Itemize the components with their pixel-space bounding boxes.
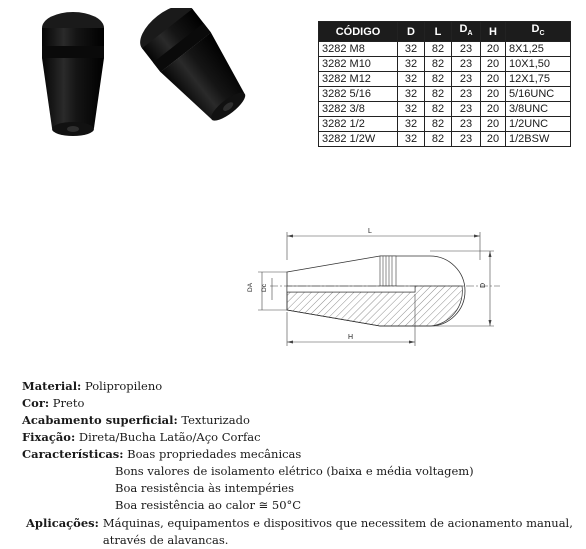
cell-h: 20 [481, 102, 506, 117]
header-h: H [481, 22, 506, 42]
spec-material [22, 378, 578, 395]
cell-codigo: 3282 M10 [319, 57, 398, 72]
spec-cor [22, 395, 578, 412]
cell-l: 82 [425, 117, 452, 132]
cor-value: Preto [52, 396, 85, 410]
cell-d: 32 [398, 117, 425, 132]
caracteristica-item: Boa resistência ao calor ≅ 50°C [115, 498, 302, 512]
label-h: H [348, 334, 354, 341]
table-row [319, 117, 571, 132]
cell-dc: 12X1,75 [506, 72, 571, 87]
table-row [319, 72, 571, 87]
cell-d: 32 [398, 87, 425, 102]
bore [287, 286, 415, 292]
cell-da: 23 [452, 87, 481, 102]
cell-l: 82 [425, 87, 452, 102]
caracteristica-item: Bons valores de isolamento elétrico (baixa e média voltagem) [115, 464, 474, 478]
cell-da: 23 [452, 102, 481, 117]
cell-da: 23 [452, 57, 481, 72]
cell-l: 82 [425, 72, 452, 87]
cell-codigo: 3282 M8 [319, 42, 398, 57]
table-row [319, 132, 571, 147]
cell-dc: 1/2UNC [506, 117, 571, 132]
acabamento-value: Texturizado [181, 413, 250, 427]
cell-dc: 10X1,50 [506, 57, 571, 72]
cell-dc: 8X1,25 [506, 42, 571, 57]
table-row [319, 87, 571, 102]
header-d: D [398, 22, 425, 42]
header-da: $D_A$ [452, 22, 481, 42]
cell-codigo: 3282 5/16 [319, 87, 398, 102]
caracteristicas-label: Características: [22, 447, 124, 461]
label-d: D [480, 282, 487, 288]
header-dc: $D_C$ [506, 22, 571, 42]
cell-codigo: 3282 1/2W [319, 132, 398, 147]
aplicacoes-value: Máquinas, equipamentos e dispositivos que necessitem de acionamento manual, através de alavancas. [102, 516, 573, 547]
cell-d: 32 [398, 42, 425, 57]
cell-da: 23 [452, 132, 481, 147]
material-label: Material: [22, 379, 82, 393]
product-photo [28, 8, 268, 148]
caracteristica-item: Boa resistência às intempéries [115, 481, 295, 495]
spec-table-header [319, 22, 571, 42]
spec-acabamento [22, 412, 578, 429]
label-dc: Dc [261, 284, 268, 292]
cell-h: 20 [481, 57, 506, 72]
cell-d: 32 [398, 57, 425, 72]
cell-d: 32 [398, 132, 425, 147]
table-row [319, 42, 571, 57]
cell-dc: 5/16UNC [506, 87, 571, 102]
cell-codigo: 3282 1/2 [319, 117, 398, 132]
caracteristica-item: Boas propriedades mecânicas [127, 447, 302, 461]
cell-d: 32 [398, 102, 425, 117]
cell-da: 23 [452, 117, 481, 132]
spec-aplicacoes [22, 515, 578, 549]
header-l: L [425, 22, 452, 42]
cell-l: 82 [425, 42, 452, 57]
header-codigo: CÓDIGO [319, 22, 398, 42]
spec-caracteristicas [22, 446, 578, 463]
cell-h: 20 [481, 117, 506, 132]
table-row [319, 57, 571, 72]
knob-photo-vertical [42, 12, 104, 136]
spec-table [318, 21, 571, 147]
cell-codigo: 3282 M12 [319, 72, 398, 87]
label-da: DA [247, 282, 254, 292]
cell-l: 82 [425, 132, 452, 147]
cell-dc: 3/8UNC [506, 102, 571, 117]
cell-dc: 1/2BSW [506, 132, 571, 147]
fixacao-label: Fixação: [22, 430, 76, 444]
cell-l: 82 [425, 102, 452, 117]
aplicacoes-label: Aplicações: [26, 516, 99, 530]
spec-fixacao [22, 429, 578, 446]
cell-da: 23 [452, 72, 481, 87]
acabamento-label: Acabamento superficial: [22, 413, 178, 427]
fixacao-value: Direta/Bucha Latão/Aço Corfac [78, 430, 261, 444]
material-value: Polipropileno [84, 379, 163, 393]
technical-drawing [240, 222, 510, 352]
cell-h: 20 [481, 72, 506, 87]
cell-codigo: 3282 3/8 [319, 102, 398, 117]
label-l: L [368, 228, 372, 235]
table-row [319, 102, 571, 117]
cell-da: 23 [452, 42, 481, 57]
cell-h: 20 [481, 42, 506, 57]
cor-label: Cor: [22, 396, 50, 410]
knurl-band [380, 256, 396, 286]
cell-l: 82 [425, 57, 452, 72]
cell-d: 32 [398, 72, 425, 87]
knob-photo-tilted [132, 8, 258, 132]
cell-h: 20 [481, 87, 506, 102]
specifications [22, 378, 578, 549]
cell-h: 20 [481, 132, 506, 147]
